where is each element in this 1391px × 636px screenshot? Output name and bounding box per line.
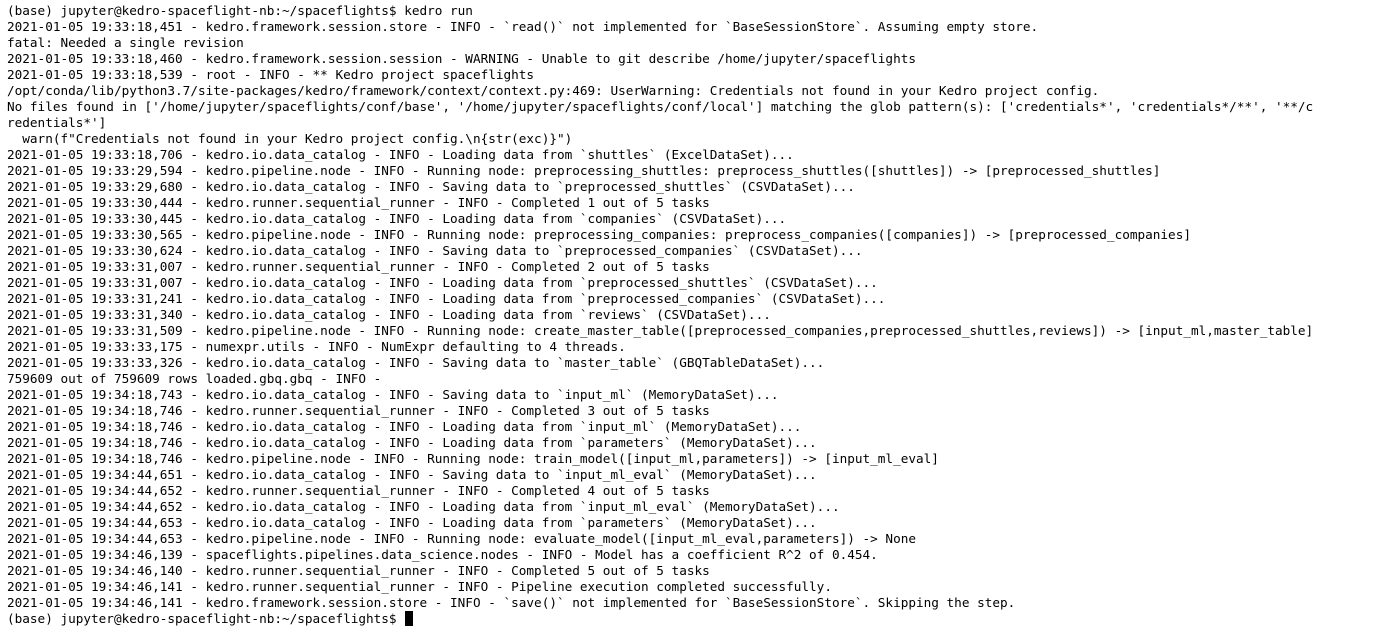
text-cursor (405, 611, 413, 626)
shell-prompt: (base) jupyter@kedro-spaceflight-nb:~/spaceflights$ (7, 611, 405, 626)
terminal-line: 2021-01-05 19:33:30,565 - kedro.pipeline.node - INFO - Running node: preprocessing_companies: preprocess_companies([companies]) -> [preprocessed_companies] (7, 227, 1191, 242)
terminal-line: fatal: Needed a single revision (7, 35, 244, 50)
terminal-output (7, 3, 1391, 611)
terminal-line: redentials*'] (7, 115, 107, 130)
terminal-line: 2021-01-05 19:33:33,175 - numexpr.utils - INFO - NumExpr defaulting to 4 threads. (7, 339, 626, 354)
terminal-line: 2021-01-05 19:33:30,624 - kedro.io.data_catalog - INFO - Saving data to `preprocessed_companies` (CSVDataSet)... (7, 243, 863, 258)
terminal-line: 2021-01-05 19:34:18,746 - kedro.io.data_catalog - INFO - Loading data from `input_ml` (MemoryDataSet)... (7, 419, 802, 434)
terminal-line: 2021-01-05 19:34:18,743 - kedro.io.data_catalog - INFO - Saving data to `input_ml` (MemoryDataSet)... (7, 387, 779, 402)
terminal-line: 2021-01-05 19:34:44,652 - kedro.io.data_catalog - INFO - Loading data from `input_ml_eval` (MemoryDataSet)... (7, 499, 840, 514)
terminal-line: 2021-01-05 19:34:18,746 - kedro.pipeline.node - INFO - Running node: train_model([input_ml,parameters]) -> [input_ml_eval] (7, 451, 939, 466)
terminal-line: 2021-01-05 19:33:31,241 - kedro.io.data_catalog - INFO - Loading data from `preprocessed_companies` (CSVDataSet)... (7, 291, 886, 306)
terminal-line: 2021-01-05 19:33:18,460 - kedro.framework.session.session - WARNING - Unable to git describe /home/jupyter/spaceflights (7, 51, 916, 66)
terminal-line: 2021-01-05 19:33:29,680 - kedro.io.data_catalog - INFO - Saving data to `preprocessed_shuttles` (CSVDataSet)... (7, 179, 855, 194)
terminal-line: 2021-01-05 19:33:18,539 - root - INFO - ** Kedro project spaceflights (7, 67, 535, 82)
terminal-line: 2021-01-05 19:33:31,007 - kedro.runner.sequential_runner - INFO - Completed 2 out of 5 tasks (7, 259, 710, 274)
terminal-line: 2021-01-05 19:34:46,141 - kedro.runner.sequential_runner - INFO - Pipeline execution completed successfully. (7, 579, 832, 594)
terminal-line: 2021-01-05 19:33:29,594 - kedro.pipeline.node - INFO - Running node: preprocessing_shuttles: preprocess_shuttles([shuttles]) -> [preprocessed_shuttles] (7, 163, 1161, 178)
terminal-line: (base) jupyter@kedro-spaceflight-nb:~/spaceflights$ kedro run (7, 3, 473, 18)
terminal-line: 2021-01-05 19:34:46,141 - kedro.framework.session.store - INFO - `save()` not implemented for `BaseSessionStore`. Skipping the step. (7, 595, 1016, 610)
terminal-line: 2021-01-05 19:34:44,653 - kedro.io.data_catalog - INFO - Loading data from `parameters` (MemoryDataSet)... (7, 515, 817, 530)
terminal-line: 2021-01-05 19:34:44,651 - kedro.io.data_catalog - INFO - Saving data to `input_ml_eval` (MemoryDataSet)... (7, 467, 817, 482)
terminal-prompt-line[interactable] (7, 611, 1391, 627)
terminal-line: 2021-01-05 19:34:18,746 - kedro.runner.sequential_runner - INFO - Completed 3 out of 5 tasks (7, 403, 710, 418)
terminal-line: 2021-01-05 19:33:18,706 - kedro.io.data_catalog - INFO - Loading data from `shuttles` (ExcelDataSet)... (7, 147, 794, 162)
terminal-line: 2021-01-05 19:33:31,509 - kedro.pipeline.node - INFO - Running node: create_master_table([preprocessed_companies,preprocessed_shuttles,reviews]) -> [input_ml,master_table] (7, 323, 1314, 338)
terminal-line: 2021-01-05 19:34:46,139 - spaceflights.pipelines.data_science.nodes - INFO - Model has a coefficient R^2 of 0.454. (7, 547, 878, 562)
terminal-line: 2021-01-05 19:33:30,445 - kedro.io.data_catalog - INFO - Loading data from `companies` (CSVDataSet)... (7, 211, 787, 226)
terminal-line: 2021-01-05 19:33:31,340 - kedro.io.data_catalog - INFO - Loading data from `reviews` (CSVDataSet)... (7, 307, 771, 322)
terminal-line: 2021-01-05 19:34:46,140 - kedro.runner.sequential_runner - INFO - Completed 5 out of 5 tasks (7, 563, 710, 578)
terminal-line: 2021-01-05 19:33:33,326 - kedro.io.data_catalog - INFO - Saving data to `master_table` (GBQTableDataSet)... (7, 355, 825, 370)
terminal-line: warn(f"Credentials not found in your Kedro project config.\n{str(exc)}") (7, 131, 573, 146)
terminal-line: 2021-01-05 19:34:44,653 - kedro.pipeline.node - INFO - Running node: evaluate_model([input_ml_eval,parameters]) -> None (7, 531, 916, 546)
terminal-line: 2021-01-05 19:34:44,652 - kedro.runner.sequential_runner - INFO - Completed 4 out of 5 tasks (7, 483, 710, 498)
terminal-line: 2021-01-05 19:33:31,007 - kedro.io.data_catalog - INFO - Loading data from `preprocessed_shuttles` (CSVDataSet)... (7, 275, 878, 290)
terminal-line: /opt/conda/lib/python3.7/site-packages/kedro/framework/context/context.py:469: UserWarning: Credentials not found in your Kedro project config. (7, 83, 1100, 98)
terminal-line: No files found in ['/home/jupyter/spaceflights/conf/base', '/home/jupyter/spaceflights/conf/local'] matching the glob pattern(s): ['credentials*', 'credentials*/**', '**/c (7, 99, 1314, 114)
terminal-line: 2021-01-05 19:33:18,451 - kedro.framework.session.store - INFO - `read()` not implemented for `BaseSessionStore`. Assuming empty store. (7, 19, 1039, 34)
terminal-line: 2021-01-05 19:34:18,746 - kedro.io.data_catalog - INFO - Loading data from `parameters` (MemoryDataSet)... (7, 435, 817, 450)
terminal-line: 2021-01-05 19:33:30,444 - kedro.runner.sequential_runner - INFO - Completed 1 out of 5 tasks (7, 195, 710, 210)
terminal-line: 759609 out of 759609 rows loaded.gbq.gbq - INFO - (7, 371, 382, 386)
